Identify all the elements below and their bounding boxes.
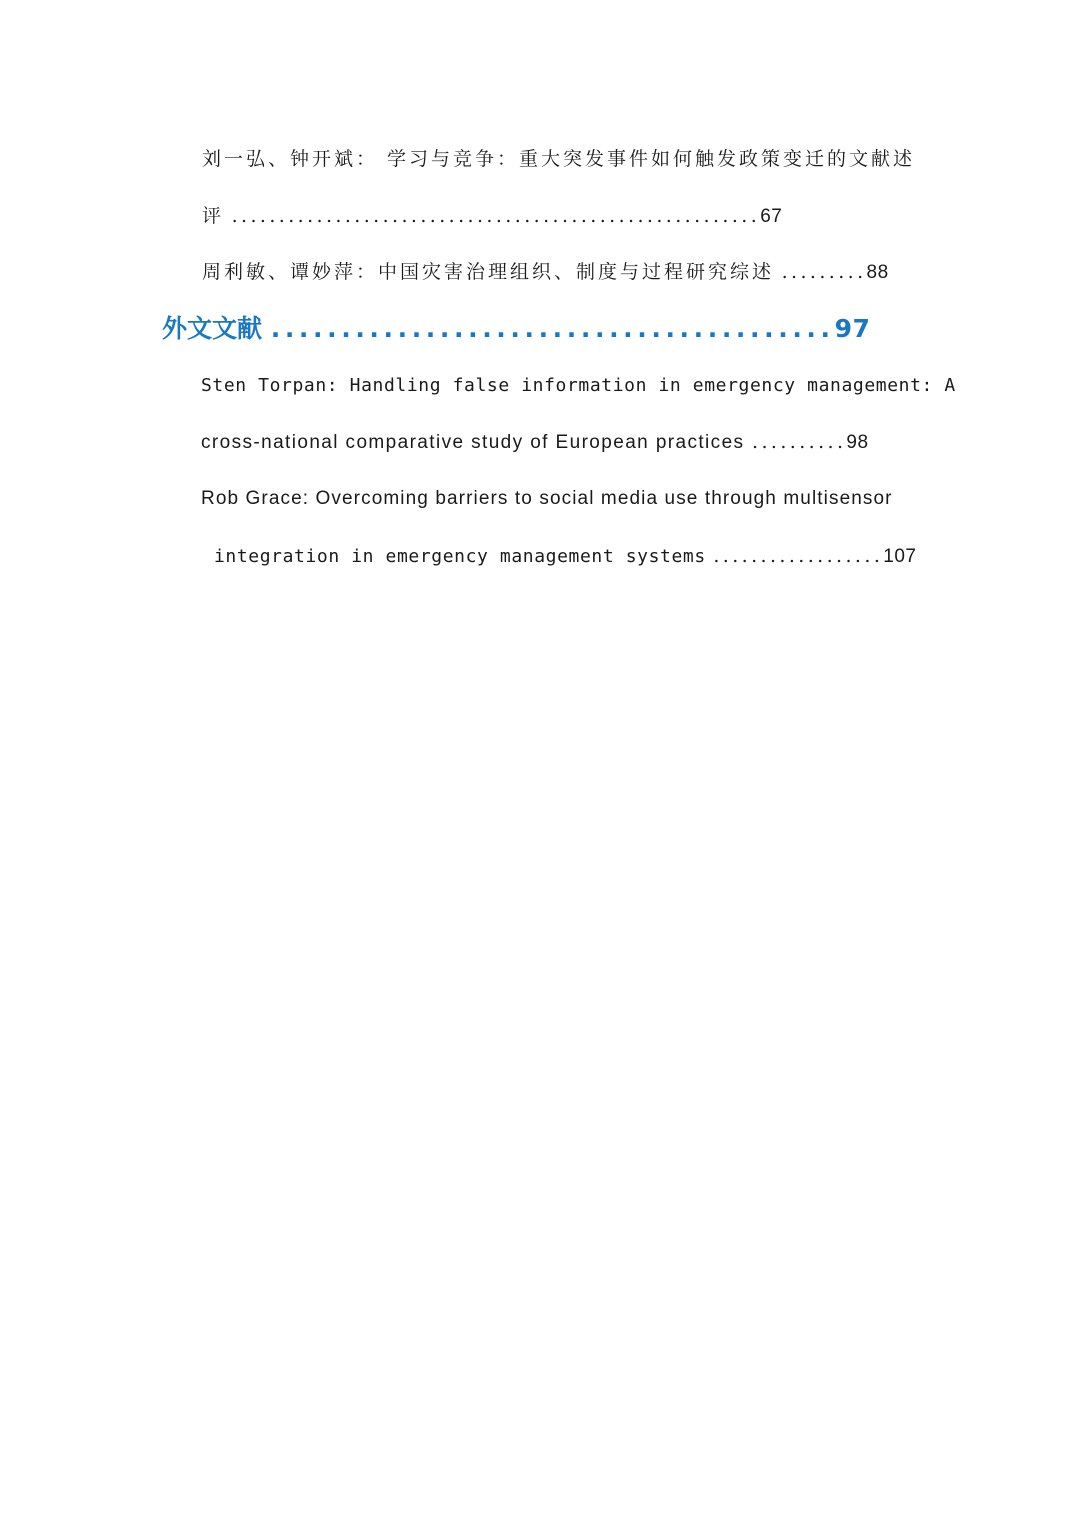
toc-entry-2[interactable] [202, 258, 889, 287]
section-leader-dots: ........................................ [270, 314, 835, 343]
toc-entry-3-title: Sten Torpan: Handling false information in emergency management: A [201, 375, 956, 396]
toc-entry-1-line-2[interactable] [202, 202, 782, 231]
toc-entry-3-page-number: 98 [846, 432, 869, 453]
section-page-number: 97 [834, 314, 871, 343]
toc-entry-3-leader-dots: .......... [752, 431, 847, 453]
toc-entry-4-leader-dots: .................. [713, 545, 884, 567]
toc-entry-1-title: 刘一弘、钟开斌： 学习与竞争：重大突发事件如何触发政策变迁的文献述 [202, 148, 916, 170]
toc-entry-2-title: 周利敏、谭妙萍：中国灾害治理组织、制度与过程研究综述 [202, 261, 775, 283]
toc-entry-1-title-continued: 评 [202, 205, 225, 227]
toc-entry-3-title-continued: cross-national comparative study of European practices [201, 432, 745, 453]
toc-entry-4-page-number: 107 [883, 546, 917, 567]
toc-entry-2-leader-dots: ......... [781, 261, 867, 283]
toc-entry-3-line-2[interactable] [201, 428, 869, 457]
toc-entry-1-page-number: 67 [760, 206, 783, 227]
toc-entry-1-leader-dots: ........................................................ [231, 205, 761, 227]
toc-entry-4-line-2[interactable] [214, 542, 916, 571]
toc-entry-2-page-number: 88 [866, 262, 889, 283]
toc-section-foreign-literature[interactable] [162, 312, 870, 346]
toc-entry-4-title: Rob Grace: Overcoming barriers to social media use through multisensor [201, 488, 893, 509]
toc-entry-4-line-1[interactable] [201, 485, 893, 513]
toc-entry-4-title-continued: integration in emergency management systems [214, 546, 706, 567]
toc-entry-3-line-1[interactable] [201, 372, 956, 400]
section-title: 外文文献 [162, 314, 263, 343]
toc-entry-1-line-1[interactable] [202, 145, 915, 173]
